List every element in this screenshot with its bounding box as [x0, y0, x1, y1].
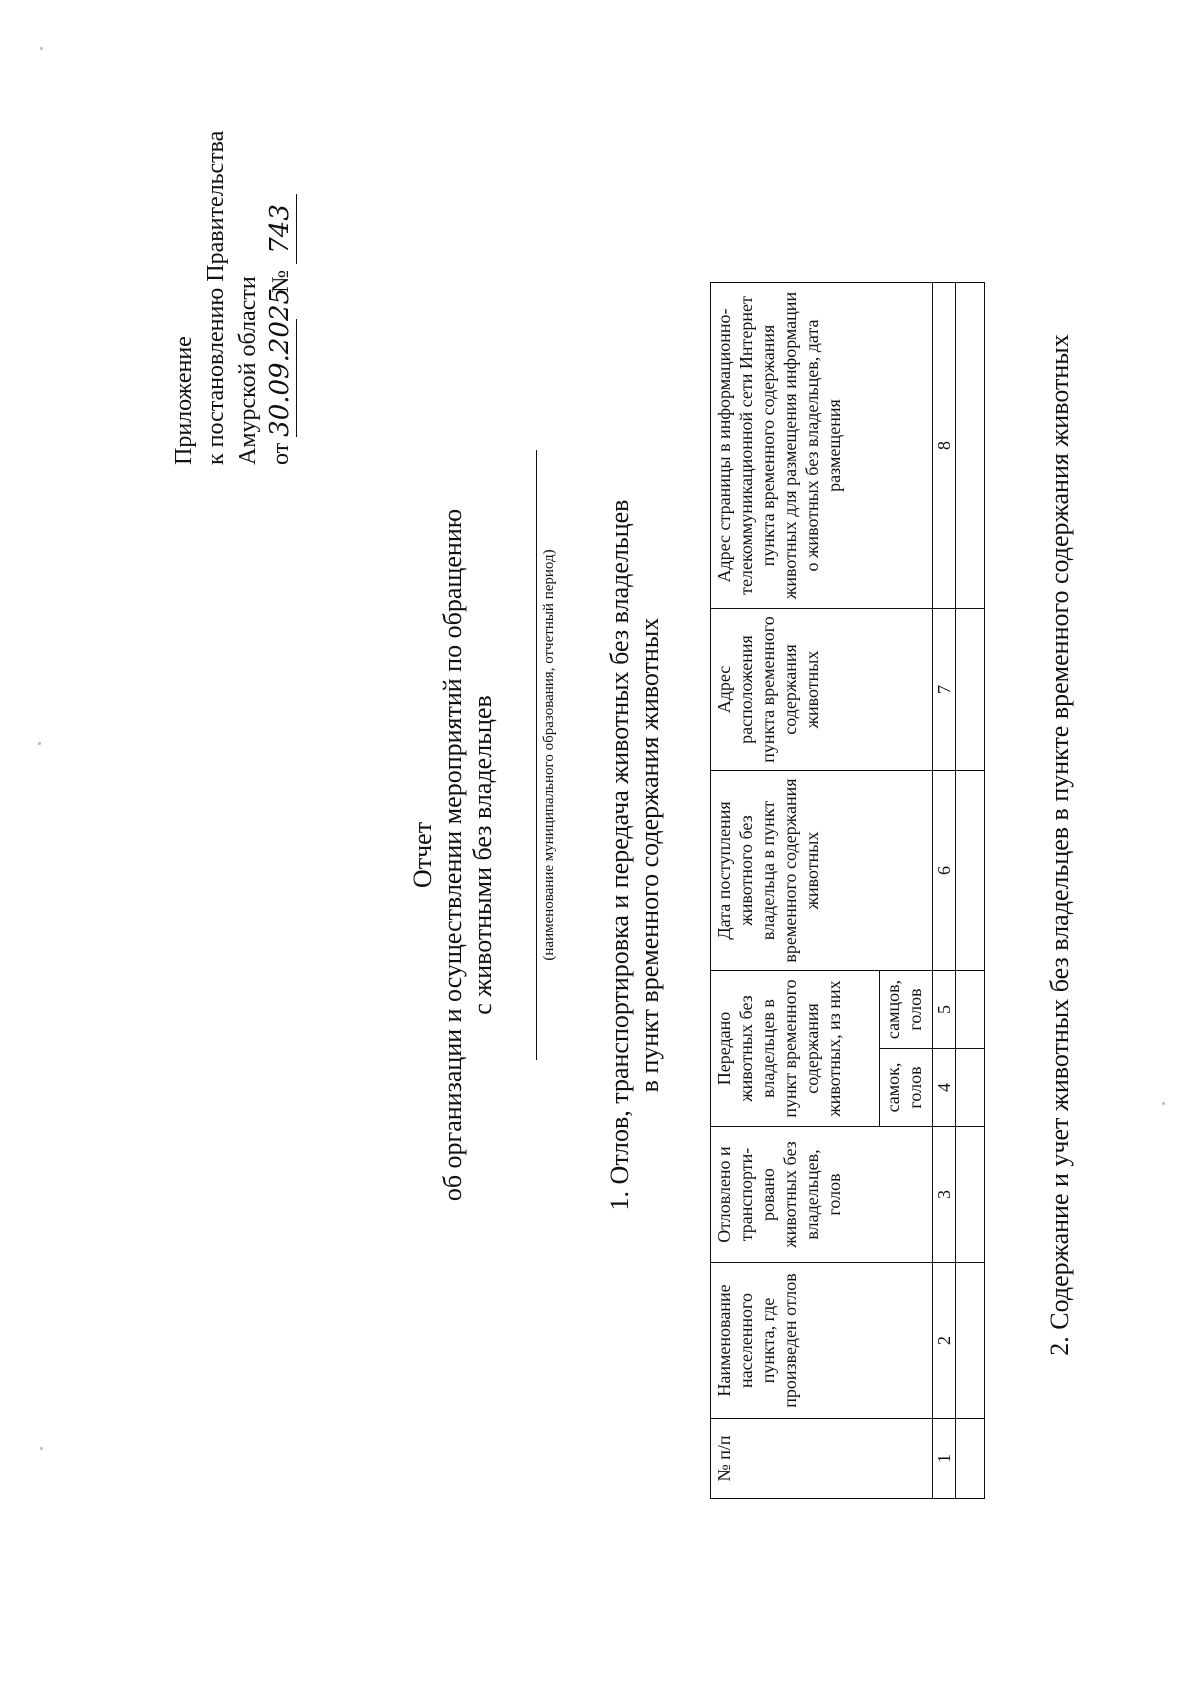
- header-col-7: Адрес расположения пункта временного содержания животных: [711, 609, 933, 771]
- header-col-3: Отловлено и транспорти-ровано животных без владельцев, голов: [711, 1127, 933, 1263]
- table-cell: [956, 609, 985, 771]
- col-number-2: 2: [933, 1263, 956, 1419]
- section-1-line-2: в пункт временного содержания животных: [635, 617, 664, 1093]
- approval-block: [168, 45, 297, 465]
- table-cell: [956, 1419, 985, 1499]
- number-prefix: №: [268, 269, 294, 293]
- table-empty-row: [956, 283, 985, 1499]
- table-cell: [956, 971, 985, 1049]
- number-value-handwritten: 743: [264, 194, 297, 264]
- section-2-heading: 2. Содержание и учет животных без владельцев в пункте временного содержания животных: [1045, 334, 1074, 1356]
- approval-line-1: Приложение: [171, 336, 197, 465]
- approval-line-2: к постановлению Правительства: [203, 130, 229, 465]
- header-col-8: Адрес страницы в информационно-телекоммуникационной сети Интернет пункта временного содержания животных для размещения информации о животных без владельцев, дата размещения: [711, 283, 933, 609]
- org-caption: (наименование муниципального образования, отчетный период): [541, 549, 557, 961]
- report-table: [710, 282, 985, 1499]
- title-line-1: Отчет: [408, 821, 437, 889]
- date-value-handwritten: 30.09.2025: [265, 287, 295, 437]
- table-header-row: [711, 283, 880, 1499]
- table-cell: [956, 771, 985, 971]
- col-number-7: 7: [933, 609, 956, 771]
- section-1-line-1: 1. Отлов, транспортировка и передача животных без владельцев: [605, 499, 634, 1211]
- scan-speck: [40, 1447, 43, 1450]
- col-number-5: 5: [933, 971, 956, 1049]
- org-fill-line: [536, 450, 537, 1060]
- header-col-4: самок, голов: [880, 1049, 933, 1127]
- col-number-4: 4: [933, 1049, 956, 1127]
- approval-line-3: Амурской области: [235, 276, 261, 465]
- date-prefix: от: [268, 442, 294, 465]
- title-line-3: с животными без владельцев: [468, 695, 497, 1015]
- section-1-heading: [605, 245, 665, 1465]
- col-number-8: 8: [933, 283, 956, 609]
- title-line-2: об организации и осуществлении мероприятий по обращению: [438, 508, 467, 1202]
- scan-speck: [38, 742, 41, 745]
- approval-date-number-line: [264, 45, 297, 465]
- col-number-6: 6: [933, 771, 956, 971]
- table-number-row: [933, 283, 956, 1499]
- header-col-6: Дата поступления животного без владельца в пункт временного содержания животных: [711, 771, 933, 971]
- scan-speck: [40, 47, 43, 50]
- header-col-2: Наименование населенного пункта, где произведен отлов: [711, 1263, 933, 1419]
- col-number-1: 1: [933, 1419, 956, 1499]
- header-col-4-5: Передано животных без владельцев в пункт временного содержания животных, из них: [711, 971, 880, 1127]
- header-col-5: самцов, голов: [880, 971, 933, 1049]
- table-cell: [956, 1049, 985, 1127]
- table-cell: [956, 1263, 985, 1419]
- table-cell: [956, 1127, 985, 1263]
- col-number-3: 3: [933, 1127, 956, 1263]
- table-cell: [956, 283, 985, 609]
- report-title: [408, 245, 498, 1465]
- header-col-1: № п/п: [711, 1419, 933, 1499]
- scan-speck: [1162, 1102, 1165, 1105]
